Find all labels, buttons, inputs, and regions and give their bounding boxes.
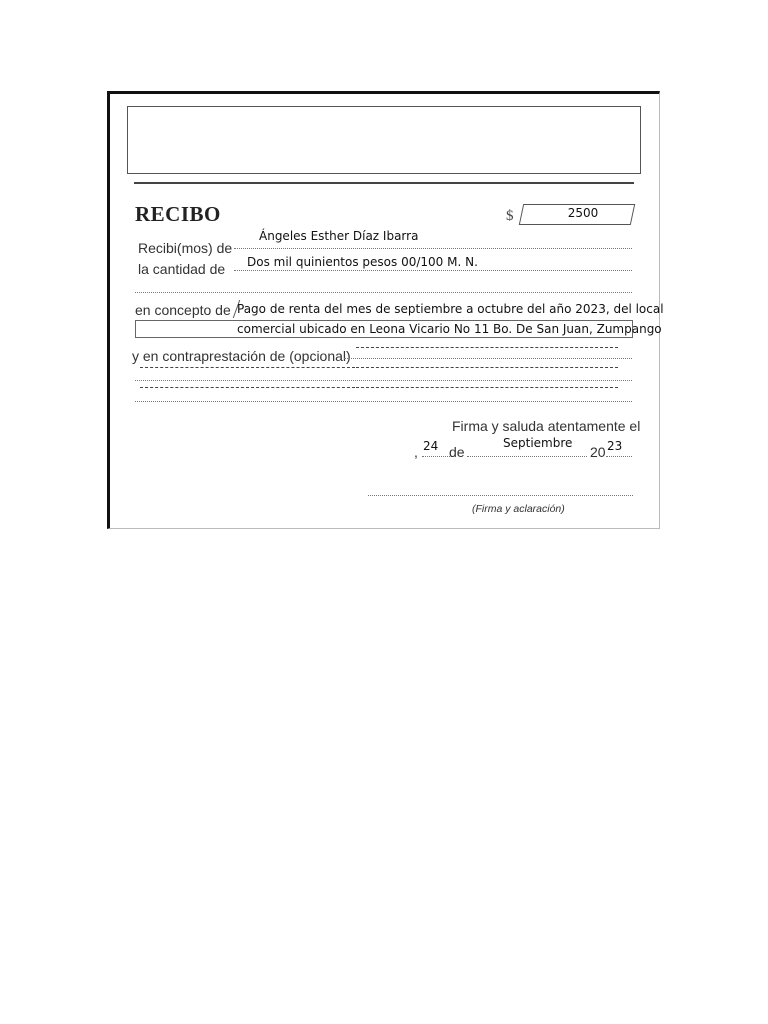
date-day-line <box>422 456 450 457</box>
signature-caption: (Firma y aclaración) <box>472 503 565 515</box>
amount-words-label: la cantidad de <box>138 261 226 277</box>
received-from-value: Ángeles Esther Díaz Ibarra <box>259 229 419 243</box>
header-rule <box>134 182 634 184</box>
concept-label: en concepto de <box>135 302 231 318</box>
receipt-title: RECIBO <box>135 202 221 226</box>
date-day: 24 <box>423 439 439 453</box>
received-from-line <box>234 248 632 249</box>
closing-text: Firma y saluda atentamente el <box>452 418 641 434</box>
amount-value: 2500 <box>567 206 599 220</box>
blank-line <box>135 292 632 293</box>
consideration-line-1 <box>344 358 632 359</box>
consideration-label: y en contraprestación de (opcional) <box>132 348 351 364</box>
consideration-line-3 <box>135 401 632 402</box>
consideration-dash-2 <box>140 367 355 368</box>
consideration-dash-1 <box>356 347 618 348</box>
date-de: de <box>449 444 465 460</box>
consideration-dash-3 <box>356 367 618 368</box>
date-year-prefix: 20 <box>590 444 606 460</box>
consideration-line-2 <box>135 380 632 381</box>
receipt-form <box>107 91 664 529</box>
header-box <box>127 106 641 174</box>
concept-line-1: Pago de renta del mes de septiembre a octubre del año 2023, del local <box>237 302 664 316</box>
currency-symbol: $ <box>506 208 514 224</box>
signature-line <box>368 495 633 496</box>
consideration-dash-5 <box>356 387 618 388</box>
consideration-dash-4 <box>140 387 355 388</box>
date-month-line <box>467 456 587 457</box>
date-comma: , <box>414 444 418 460</box>
date-year-suffix: 23 <box>607 439 623 453</box>
amount-words-value: Dos mil quinientos pesos 00/100 M. N. <box>247 255 478 269</box>
amount-words-line <box>234 270 632 271</box>
date-year-line <box>606 456 632 457</box>
date-month: Septiembre <box>503 436 573 450</box>
received-from-label: Recibi(mos) de <box>138 240 233 256</box>
concept-line-2: comercial ubicado en Leona Vicario No 11 Bo. De San Juan, Zumpango <box>237 322 662 336</box>
